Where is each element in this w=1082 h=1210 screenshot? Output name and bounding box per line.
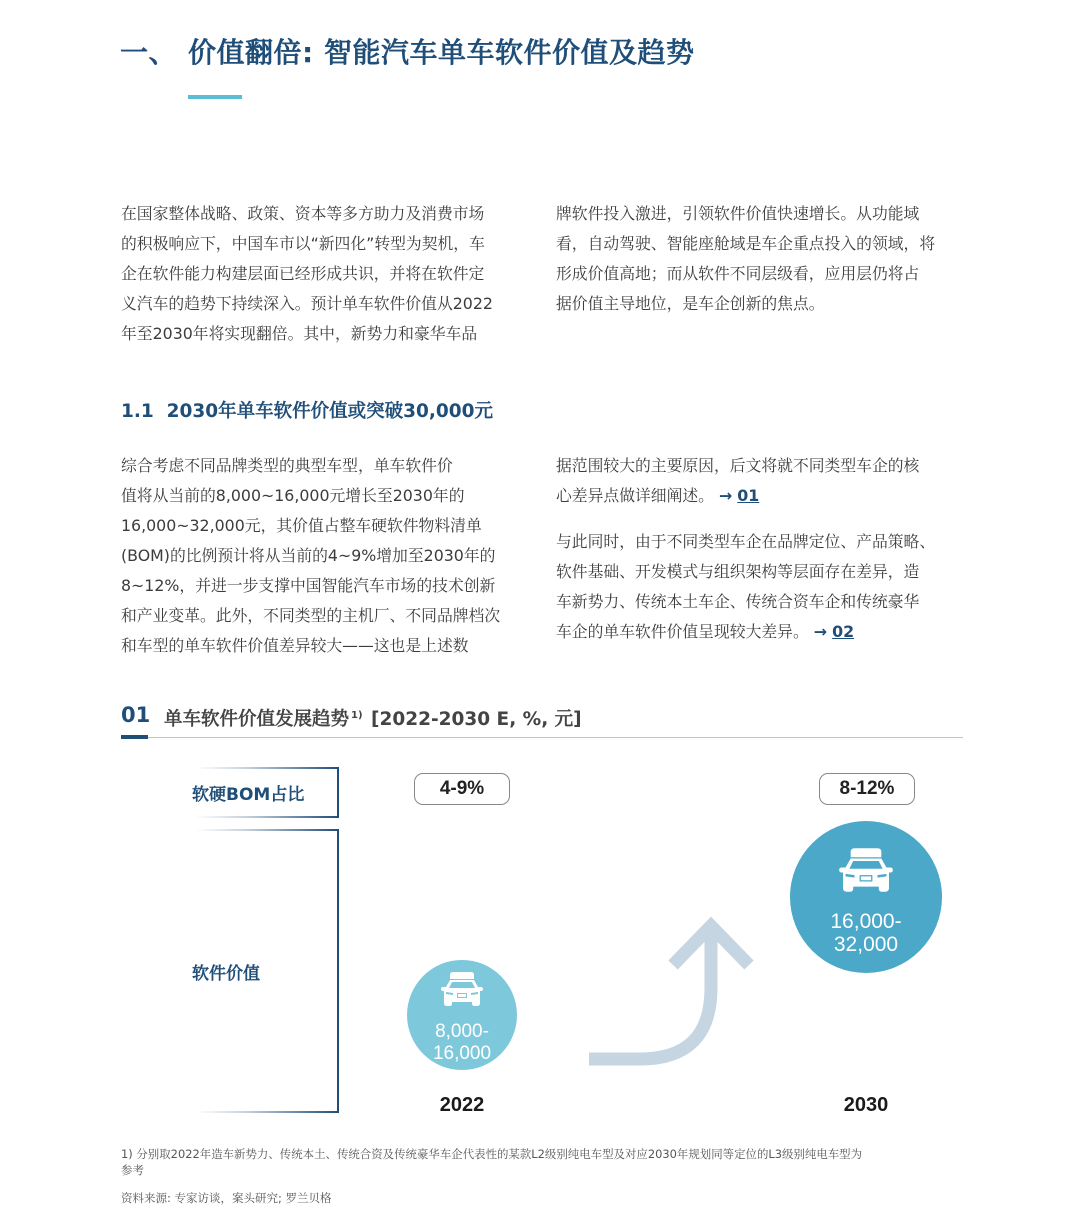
year-label-2030: 2030: [843, 1094, 889, 1116]
body-paragraph-right-1: [556, 451, 964, 511]
text-line: 义汽车的趋势下持续深入。预计单车软件价值从2022: [121, 294, 493, 313]
text-line: 车新势力、传统本土车企、传统合资车企和传统豪华: [556, 592, 920, 611]
text-line: 软件基础、开发模式与组织架构等层面存在差异，造: [556, 562, 920, 581]
value-circle-2030: [790, 821, 942, 973]
bracket-bom-top: [195, 767, 339, 769]
row-label-bom-share: 软硬BOM占比: [192, 785, 305, 805]
section-number: 一、: [120, 36, 178, 69]
section-title-text: 价值翻倍: 智能汽车单车软件价值及趋势: [188, 36, 695, 69]
text-line: 形成价值高地；而从软件不同层级看，应用层仍将占: [556, 264, 920, 283]
footnote-marker: 1): [351, 710, 363, 721]
text-line: 8~12%，并进一步支撑中国智能汽车市场的技术创新: [121, 576, 496, 595]
text-line: 值将从当前的8,000~16,000元增长至2030年的: [121, 486, 465, 505]
text-line: [556, 481, 964, 511]
value-2030-line1: 16,000-: [830, 910, 902, 933]
figure-title-text: 单车软件价值发展趋势: [164, 709, 350, 730]
row-label-software-value: 软件价值: [192, 964, 260, 984]
text-line: [556, 617, 964, 647]
intro-paragraph-right: [556, 199, 964, 319]
bracket-bom-side: [337, 767, 339, 818]
text-line: 的积极响应下，中国车市以“新四化”转型为契机，车: [121, 234, 485, 253]
arrow-right-icon: →: [719, 486, 733, 505]
text-line: 年至2030年将实现翻倍。其中，新势力和豪华车品: [121, 324, 478, 343]
bom-share-2022: 4-9%: [414, 773, 510, 805]
footnote-1-line1: 1) 分别取2022年造车新势力、传统本土、传统合资及传统豪华车企代表性的某款L2级别纯电车型及对应2030年规划同等定位的L3级别纯电车型为: [121, 1147, 863, 1161]
body-paragraph-left: [121, 451, 529, 661]
bracket-value-top: [195, 829, 339, 831]
value-2022-line1: 8,000-: [435, 1021, 489, 1042]
source-note: 资料来源: 专家访谈，案头研究; 罗兰贝格: [121, 1191, 332, 1205]
text-line: 企在软件能力构建层面已经形成共识，并将在软件定: [121, 264, 485, 283]
text-line: 综合考虑不同品牌类型的典型车型，单车软件价: [121, 456, 453, 475]
figure-divider-accent: [121, 735, 148, 739]
figure-units: [2022-2030 E, %, 元]: [371, 709, 582, 730]
figure-number: 01: [121, 703, 151, 727]
figure-link-01[interactable]: 01: [737, 486, 760, 505]
text-line: 和产业变革。此外，不同类型的主机厂、不同品牌档次: [121, 606, 501, 625]
text-segment: 心差异点做详细阐述。: [556, 486, 714, 505]
text-line: 16,000~32,000元，其价值占整车硬软件物料清单: [121, 516, 482, 535]
bom-share-2030: 8-12%: [819, 773, 915, 805]
car-front-icon: [441, 971, 483, 1007]
text-line: (BOM)的比例预计将从当前的4~9%增加至2030年的: [121, 546, 496, 565]
growth-arrow-icon: [585, 910, 760, 1075]
value-2030-line2: 32,000: [833, 933, 899, 956]
bracket-value-side: [337, 829, 339, 1113]
section-title: [120, 30, 694, 76]
bracket-value-bottom: [195, 1111, 339, 1113]
figure-title: [164, 705, 582, 731]
figure-link-02[interactable]: 02: [832, 622, 855, 641]
value-circle-2022: [407, 960, 517, 1070]
text-line: 看，自动驾驶、智能座舱域是车企重点投入的领域，将: [556, 234, 936, 253]
title-accent-bar: [188, 95, 242, 99]
text-line: 据价值主导地位，是车企创新的焦点。: [556, 294, 825, 313]
text-segment: 车企的单车软件价值呈现较大差异。: [556, 622, 809, 641]
text-line: 在国家整体战略、政策、资本等多方助力及消费市场: [121, 204, 485, 223]
text-line: 与此同时，由于不同类型车企在品牌定位、产品策略、: [556, 532, 936, 551]
body-paragraph-right-2: [556, 527, 964, 647]
bracket-bom-bottom: [195, 816, 339, 818]
intro-paragraph-left: [121, 199, 529, 349]
text-line: 牌软件投入激进，引领软件价值快速增长。从功能域: [556, 204, 920, 223]
figure-divider: [121, 737, 963, 738]
year-label-2022: 2022: [439, 1094, 485, 1116]
footnote-1: [121, 1146, 971, 1178]
value-2022-line2: 16,000: [432, 1043, 492, 1064]
car-front-icon: [839, 847, 893, 893]
text-line: 据范围较大的主要原因，后文将就不同类型车企的核: [556, 456, 920, 475]
subsection-title: 1.1 2030年单车软件价值或突破30,000元: [121, 401, 494, 422]
text-line: 和车型的单车软件价值差异较大——这也是上述数: [121, 636, 469, 655]
footnote-1-line2: 参考: [121, 1163, 144, 1177]
arrow-right-icon: →: [813, 622, 828, 641]
